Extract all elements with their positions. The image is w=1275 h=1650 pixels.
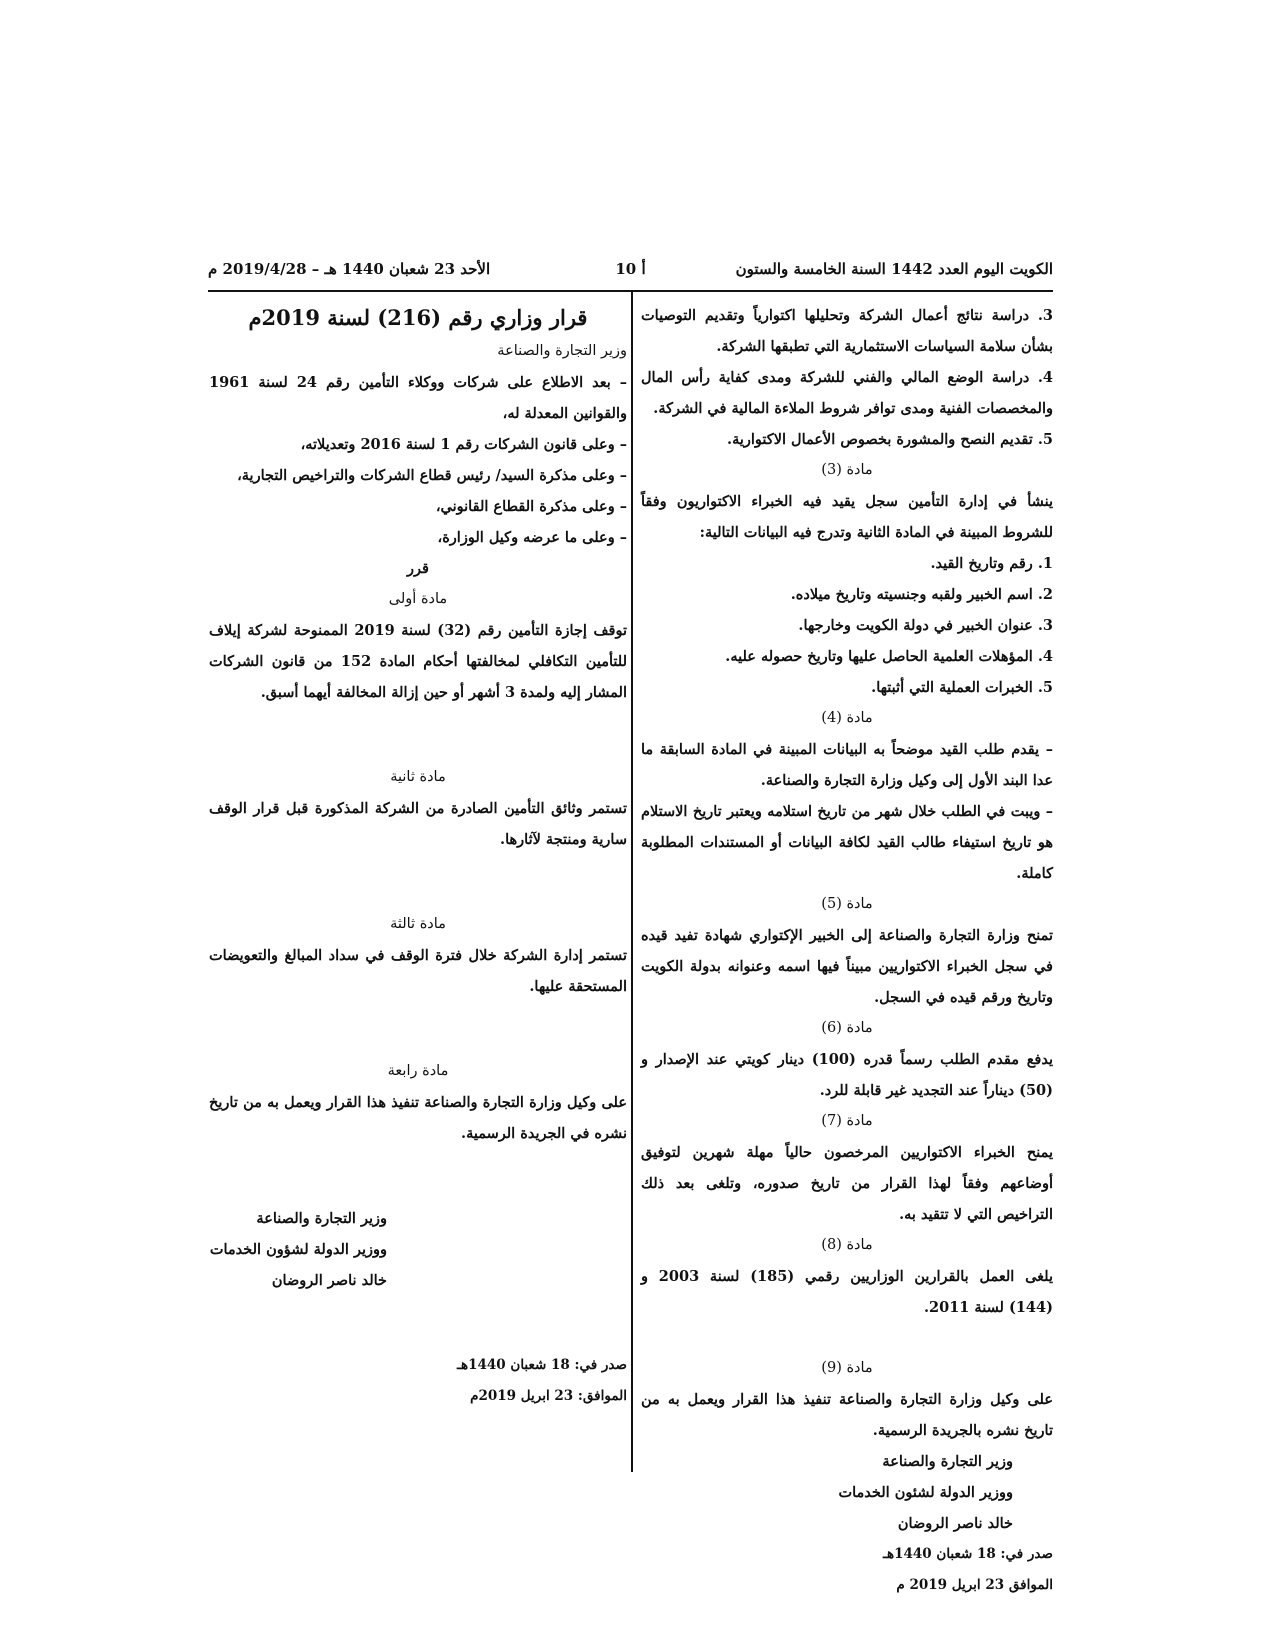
paragraph: على وكيل وزارة التجارة والصناعة تنفيذ هذا القرار ويعمل به من تاريخ نشره في الجريدة الرسمية.: [209, 1094, 627, 1142]
paragraph: تمنح وزارة التجارة والصناعة إلى الخبير الإكتواري شهادة تفيد قيده في سجل الخبراء الاكتواريين مبيناً فيها اسمه وعنوانه بدولة الكويت وتاريخ ورقم قيده في السجل.: [641, 927, 1053, 1006]
paragraph: 4. دراسة الوضع المالي والفني للشركة ومدى كفاية رأس المال والمخصصات الفنية ومدى توافر شروط الملاءة المالية في الشركة.: [641, 369, 1053, 417]
paragraph: صدر في: 18 شعبان 1440هـ: [883, 1546, 1053, 1562]
paragraph: – وعلى ما عرضه وكيل الوزارة،: [437, 529, 627, 546]
paragraph: ووزير الدولة لشئون الخدمات: [838, 1484, 1013, 1501]
paragraph: قرار وزاري رقم (216) لسنة 2019م: [248, 305, 588, 330]
paragraph: 4. المؤهلات العلمية الحاصل عليها وتاريخ حصوله عليه.: [725, 648, 1053, 665]
page-header: [208, 258, 1053, 292]
paragraph: 3. دراسة نتائج أعمال الشركة وتحليلها اكتوارياً وتقديم التوصيات بشأن سلامة السياسات الاستثمارية التي تطبقها الشركة.: [641, 307, 1053, 355]
paragraph: – وعلى مذكرة القطاع القانوني،: [435, 498, 627, 515]
spacer: [209, 1002, 627, 1056]
paragraph: – وعلى مذكرة السيد/ رئيس قطاع الشركات والتراخيص التجارية،: [237, 467, 627, 484]
paragraph: مادة (5): [821, 896, 873, 912]
paragraph: – ويبت في الطلب خلال شهر من تاريخ استلامه ويعتبر تاريخ الاستلام هو تاريخ استيفاء طالب القيد لكافة البيانات أو المستندات المطلوبة كاملة.: [641, 803, 1053, 882]
paragraph: 3. عنوان الخبير في دولة الكويت وخارجها.: [798, 617, 1053, 634]
paragraph: مادة (4): [821, 710, 873, 726]
paragraph: يمنح الخبراء الاكتواريين المرخصون حالياً مهلة شهرين لتوفيق أوضاعهم وفقاً لهذا القرار من تاريخ صدوره، وتلغى بعد ذلك التراخيص التي لا تتقيد به.: [641, 1144, 1053, 1223]
paragraph: مادة (8): [821, 1237, 873, 1253]
paragraph: 5. تقديم النصح والمشورة بخصوص الأعمال الاكتوارية.: [727, 431, 1053, 448]
paragraph: وزير التجارة والصناعة: [882, 1453, 1013, 1470]
paragraph: يدفع مقدم الطلب رسماً قدره (100) دينار كويتي عند الإصدار و (50) ديناراً عند التجديد غير قابلة للرد.: [641, 1051, 1053, 1099]
paragraph: قرر: [407, 560, 429, 577]
right-column: [641, 300, 1053, 1601]
header-page-number: أ 10: [615, 260, 646, 278]
paragraph: مادة (7): [821, 1113, 873, 1129]
spacer: [641, 1323, 1053, 1353]
paragraph: مادة ثانية: [390, 769, 446, 785]
spacer: [209, 1149, 627, 1203]
paragraph: مادة (3): [821, 462, 873, 478]
header-issue: الكويت اليوم العدد 1442 السنة الخامسة والستون: [735, 260, 1053, 278]
paragraph: 2. اسم الخبير ولقبه وجنسيته وتاريخ ميلاده.: [790, 586, 1053, 603]
paragraph: مادة (6): [821, 1020, 873, 1036]
paragraph: مادة أولى: [388, 591, 448, 607]
paragraph: الموافق 23 ابريل 2019 م: [896, 1577, 1053, 1593]
column-divider: [631, 292, 633, 1472]
paragraph: وزير التجارة والصناعة: [497, 343, 627, 359]
paragraph: تستمر وثائق التأمين الصادرة من الشركة المذكورة قبل قرار الوقف سارية ومنتجة لآثارها.: [209, 800, 627, 848]
spacer: [209, 708, 627, 762]
paragraph: 1. رقم وتاريخ القيد.: [930, 555, 1053, 572]
paragraph: مادة رابعة: [387, 1063, 449, 1079]
spacer: [209, 855, 627, 909]
paragraph: الموافق: 23 ابريل 2019م: [470, 1388, 627, 1404]
paragraph: ينشأ في إدارة التأمين سجل يقيد فيه الخبراء الاكتواريون وفقاً للشروط المبينة في المادة الثانية وتدرج فيه البيانات التالية:: [641, 493, 1053, 541]
paragraph: صدر في: 18 شعبان 1440هـ: [457, 1357, 627, 1373]
left-column: [209, 300, 627, 1412]
paragraph: خالد ناصر الروضان: [897, 1515, 1013, 1532]
paragraph: ووزير الدولة لشؤون الخدمات: [209, 1241, 387, 1258]
paragraph: – يقدم طلب القيد موضحاً به البيانات المبينة في المادة السابقة ما عدا البند الأول إلى وكيل وزارة التجارة والصناعة.: [641, 741, 1053, 789]
paragraph: مادة (9): [821, 1360, 873, 1376]
paragraph: – بعد الاطلاع على شركات ووكلاء التأمين رقم 24 لسنة 1961 والقوانين المعدلة له،: [209, 374, 627, 422]
paragraph: تستمر إدارة الشركة خلال فترة الوقف في سداد المبالغ والتعويضات المستحقة عليها.: [209, 947, 627, 995]
paragraph: وزير التجارة والصناعة: [256, 1210, 387, 1227]
spacer: [209, 1296, 627, 1350]
paragraph: – وعلى قانون الشركات رقم 1 لسنة 2016 وتعديلاته،: [300, 436, 627, 453]
paragraph: توقف إجازة التأمين رقم (32) لسنة 2019 الممنوحة لشركة إيلاف للتأمين التكافلي لمخالفتها أحكام المادة 152 من قانون الشركات المشار إليه ولمدة 3 أشهر أو حين إزالة المخالفة أيهما أسبق.: [209, 622, 627, 701]
header-date: الأحد 23 شعبان 1440 هـ – 2019/4/28 م: [208, 260, 491, 278]
paragraph: خالد ناصر الروضان: [271, 1272, 387, 1289]
paragraph: يلغى العمل بالقرارين الوزاريين رقمي (185) لسنة 2003 و (144) لسنة 2011.: [641, 1268, 1053, 1316]
paragraph: 5. الخبرات العملية التي أثبتها.: [871, 679, 1053, 696]
paragraph: مادة ثالثة: [390, 916, 446, 932]
paragraph: على وكيل وزارة التجارة والصناعة تنفيذ هذا القرار ويعمل به من تاريخ نشره بالجريدة الرسمية.: [641, 1391, 1053, 1439]
